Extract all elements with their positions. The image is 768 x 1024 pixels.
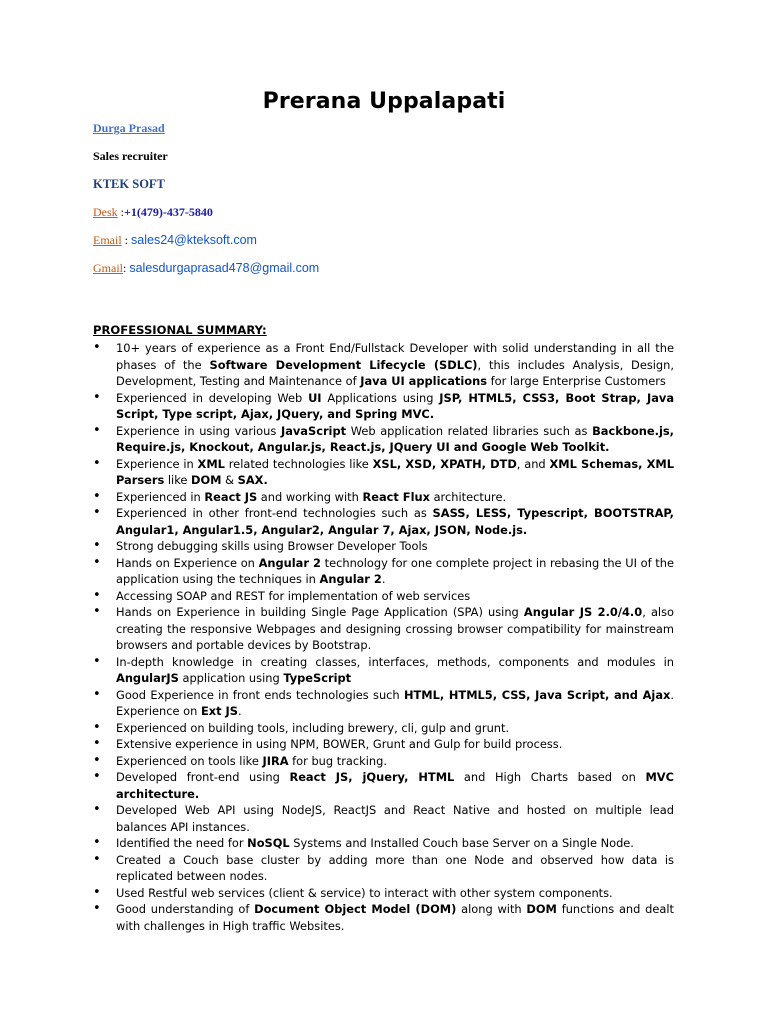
summary-item-text: Web application related libraries such as xyxy=(346,423,593,438)
summary-item-text: JavaScript xyxy=(280,423,347,438)
summary-item-text: like xyxy=(164,473,192,487)
summary-item-text: Systems and Installed Couch base Server on a Single Node. xyxy=(289,836,634,850)
summary-item-text: Angular JS 2.0/4.0 xyxy=(523,605,643,619)
summary-item-text: related technologies like xyxy=(224,456,373,471)
gmail-link[interactable]: salesdurgaprasad478@gmail.com xyxy=(129,261,320,275)
summary-item-text: application using xyxy=(178,671,284,685)
summary-item-text: Used Restful web services (client & service) to interact with other system components. xyxy=(116,885,613,900)
summary-item xyxy=(93,687,674,720)
summary-item-text: technology for one complete project in rebasing the UI of the application using the techniques in xyxy=(116,555,674,586)
summary-list xyxy=(93,340,674,934)
summary-item-text: DOM xyxy=(526,902,557,916)
summary-item-text: HTML, HTML5, CSS, Java Script, and Ajax xyxy=(403,687,671,702)
summary-item-text: MVC architecture. xyxy=(116,770,674,801)
summary-item xyxy=(93,538,674,555)
summary-item xyxy=(93,390,674,423)
summary-item-text: Java UI applications xyxy=(360,374,487,388)
summary-item xyxy=(93,654,674,687)
summary-item-text: React JS xyxy=(204,489,258,504)
summary-item-text: Experienced on building tools, including brewery, cli, gulp and grunt. xyxy=(116,720,510,735)
summary-item xyxy=(93,852,674,885)
summary-item xyxy=(93,555,674,588)
summary-item-text: Experience in using various xyxy=(116,423,281,438)
summary-item-text: architecture. xyxy=(429,489,507,504)
summary-item-text: and High Charts based on xyxy=(454,770,646,784)
summary-item-text: & xyxy=(221,473,238,487)
summary-item-text: . xyxy=(381,572,386,586)
summary-item-text: Accessing SOAP and REST for implementation of web services xyxy=(116,588,471,603)
summary-item-text: DOM xyxy=(191,473,222,487)
recruiter-company: KTEK SOFT xyxy=(93,177,165,191)
summary-item-text: UI xyxy=(308,390,322,405)
recruiter-name[interactable]: Durga Prasad xyxy=(93,121,165,135)
summary-item xyxy=(93,802,674,835)
summary-item-text: JSP, HTML5, CSS3, Boot Strap, Java Script, Type script, Ajax, JQuery, and Spring MVC. xyxy=(116,390,675,421)
summary-item xyxy=(93,901,674,934)
summary-item-text: Hands on Experience in building Single Page Application (SPA) using xyxy=(116,605,524,619)
summary-item-text: . xyxy=(237,704,242,718)
summary-item-text: Ext JS xyxy=(200,704,238,718)
summary-item-text: Good Experience in front ends technologies such xyxy=(116,687,404,702)
summary-item-text: SAX. xyxy=(237,473,268,487)
summary-item xyxy=(93,885,674,902)
summary-item-text: Created a Couch base cluster by adding more than one Node and observed how data is replicated between nodes. xyxy=(116,852,674,883)
summary-item-text: TypeScript xyxy=(283,671,352,685)
summary-item-text: Experience in xyxy=(116,456,198,471)
summary-item xyxy=(93,835,674,852)
summary-item-text: Software Development Lifecycle (SDLC) xyxy=(209,357,478,372)
summary-item-text: Hands on Experience on xyxy=(116,555,259,570)
summary-item-text: . Experience on xyxy=(116,687,674,718)
summary-item-text: , and xyxy=(516,456,550,471)
desk-separator: : xyxy=(117,205,125,219)
summary-item-text: Developed Web API using NodeJS, ReactJS and React Native and hosted on multiple lead balances API instances. xyxy=(116,803,674,834)
summary-item-text: along with xyxy=(456,902,527,916)
recruiter-role: Sales recruiter xyxy=(93,149,168,163)
summary-item-text: and working with xyxy=(257,489,363,504)
summary-item xyxy=(93,489,674,506)
desk-phone: +1(479)-437-5840 xyxy=(124,205,213,219)
summary-item-text: Extensive experience in using NPM, BOWER, Grunt and Gulp for build process. xyxy=(116,737,563,751)
summary-item-text: , also creating the responsive Webpages and designing crossing browser compatibility for mainstream browsers and portable devices by Bootstrap. xyxy=(116,605,674,652)
summary-item xyxy=(93,753,674,770)
summary-item xyxy=(93,588,674,605)
summary-item-text: Experienced in developing Web xyxy=(116,390,309,405)
email-separator: : xyxy=(121,233,132,247)
summary-item-text: JIRA xyxy=(262,753,289,768)
summary-item-text: Identified the need for xyxy=(116,836,248,850)
email-label: Email xyxy=(93,233,122,247)
summary-item xyxy=(93,456,674,489)
summary-item xyxy=(93,720,674,737)
summary-item-text: NoSQL xyxy=(247,836,290,850)
summary-item-text: Experienced in xyxy=(116,489,205,504)
gmail-separator: : xyxy=(123,261,130,275)
summary-heading: PROFESSIONAL SUMMARY: xyxy=(93,323,267,337)
summary-item xyxy=(93,423,674,456)
summary-item-text: 10+ years of experience as a Front End/Fullstack Developer with solid understanding in all the phases of the xyxy=(116,341,674,372)
summary-item xyxy=(93,769,674,802)
summary-item-text: Angular 2 xyxy=(258,555,321,570)
candidate-name-title: Prerana Uppalapati xyxy=(262,89,506,114)
summary-item-text: Experienced in other front-end technologies such as xyxy=(116,506,433,520)
summary-item-text: React JS, jQuery, HTML xyxy=(289,770,455,784)
gmail-label: Gmail xyxy=(93,261,123,275)
desk-label: Desk xyxy=(93,205,118,219)
summary-item xyxy=(93,604,674,654)
summary-item-text: XSL, XSD, XPATH, DTD xyxy=(372,456,517,471)
summary-item-text: XML xyxy=(197,456,225,471)
summary-item-text: React Flux xyxy=(362,489,430,504)
summary-item-text: Document Object Model (DOM) xyxy=(254,902,457,916)
summary-item-text: In-depth knowledge in creating classes, interfaces, methods, components and modules in xyxy=(116,654,674,669)
summary-item-text: XML Schemas, XML Parsers xyxy=(116,456,675,487)
summary-item-text: Good understanding of xyxy=(116,902,255,916)
summary-item xyxy=(93,340,674,390)
summary-item-text: Angular 2 xyxy=(319,572,382,586)
summary-item xyxy=(93,505,674,538)
desk-line xyxy=(93,205,213,220)
summary-item-text: SASS, LESS, Typescript, BOOTSTRAP, Angular1, Angular1.5, Angular2, Angular 7, Ajax, JSON, Node.js. xyxy=(116,506,674,537)
gmail-line xyxy=(93,261,319,276)
summary-item-text: for bug tracking. xyxy=(288,753,387,768)
summary-item-text: Experienced on tools like xyxy=(116,753,263,768)
summary-item xyxy=(93,736,674,753)
summary-item-text: , this includes Analysis, Design, Development, Testing and Maintenance of xyxy=(116,357,674,388)
summary-item-text: for large Enterprise Customers xyxy=(486,374,666,388)
summary-item-text: Developed front-end using xyxy=(116,770,290,784)
email-line xyxy=(93,233,257,248)
summary-item-text: Backbone.js, Require.js, Knockout, Angular.js, React.js, JQuery UI and Google Web Toolkit. xyxy=(116,423,674,454)
summary-item-text: Applications using xyxy=(321,390,440,405)
email-link[interactable]: sales24@kteksoft.com xyxy=(131,233,257,247)
summary-item-text: functions and dealt with challenges in High traffic Websites. xyxy=(116,902,675,933)
summary-item-text: Strong debugging skills using Browser Developer Tools xyxy=(116,539,428,553)
summary-item-text: AngularJS xyxy=(116,671,179,685)
